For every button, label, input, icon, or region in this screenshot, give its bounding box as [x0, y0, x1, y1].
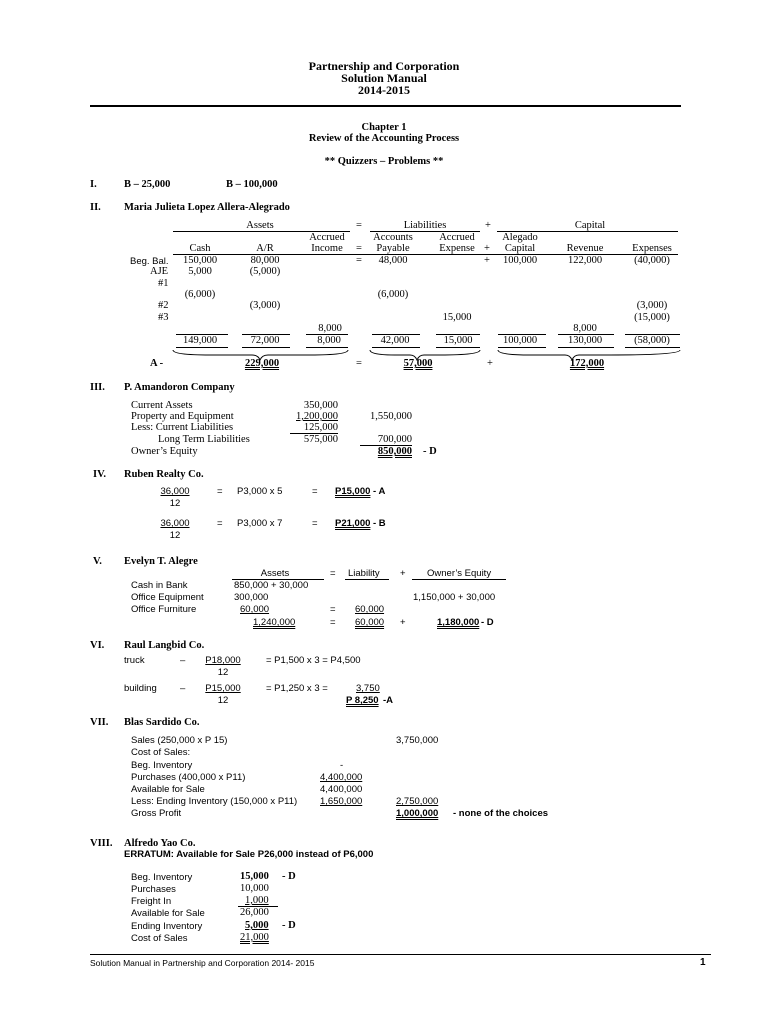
cell-expenses: (15,000): [634, 312, 670, 323]
cell-ar: 80,000: [250, 255, 280, 266]
col-liability: Liability: [348, 568, 380, 579]
line-label: Long Term Liabilities: [158, 434, 250, 445]
equals-sign: =: [330, 617, 336, 628]
line-label: Current Assets: [131, 400, 193, 411]
col-plus: +: [484, 243, 490, 254]
row-label-aje: AJE: [150, 266, 169, 277]
line-label: Gross Profit: [131, 808, 182, 819]
cell-plus: +: [484, 255, 490, 266]
cell-accrued-expense: 15,000: [442, 312, 472, 323]
cell-ap: (6,000): [377, 289, 409, 300]
owners-equity-total: 850,000: [377, 446, 412, 457]
answer-a: B – 25,000: [124, 179, 171, 190]
doc-title-line1: Partnership and Corporation: [308, 59, 460, 73]
calc-result: P15,000: [335, 486, 371, 497]
line-value: 1,200,000: [296, 411, 338, 422]
fraction-numerator: 36,000: [160, 486, 190, 497]
final-capital: 172,000: [569, 358, 605, 369]
cell-cash: (6,000): [184, 289, 216, 300]
calc-result: P21,000: [335, 518, 371, 529]
problem-name: Blas Sardido Co.: [124, 717, 200, 728]
total-accrued-income: 8,000: [317, 335, 341, 346]
eq-plus: +: [485, 220, 491, 231]
equals-sign: =: [312, 518, 318, 529]
fraction-denominator: 12: [217, 695, 229, 706]
fraction-numerator: 36,000: [160, 518, 190, 529]
col-ar: A/R: [256, 243, 274, 254]
dash: –: [180, 683, 186, 694]
row-label-1: #1: [158, 278, 169, 289]
line-value: 26,000: [240, 907, 269, 918]
cell-expenses: (3,000): [636, 300, 668, 311]
line-label: building: [124, 683, 157, 694]
header-rule: [90, 105, 681, 107]
answer-letter: - D: [481, 617, 494, 628]
line-value: 4,400,000: [320, 784, 363, 795]
total-double-rule: [625, 347, 680, 348]
equals-sign: =: [330, 604, 336, 615]
fraction-denominator: 12: [169, 498, 181, 509]
section-number: III.: [90, 382, 105, 393]
fraction-numerator: P15,000: [205, 683, 241, 694]
total-double-rule: [306, 347, 348, 348]
owners-equity-value: 1,150,000 + 30,000: [413, 592, 496, 603]
final-answer-label: A -: [150, 358, 164, 369]
fraction-numerator: P18,000: [205, 655, 241, 666]
line-subtotal: 3,750,000: [396, 735, 439, 746]
line-label: Purchases (400,000 x P11): [131, 772, 246, 783]
line-value: 15,000: [240, 871, 269, 882]
col-assets: Assets: [260, 568, 290, 579]
total-result: P 8,250: [346, 695, 379, 706]
final-plus: +: [487, 358, 493, 369]
total-cash: 149,000: [182, 335, 218, 346]
fraction-denominator: 12: [217, 667, 229, 678]
line-subtotal: 2,750,000: [396, 796, 439, 807]
row-label-beg-bal: Beg. Bal.: [130, 256, 169, 267]
line-label: Available for Sale: [131, 784, 205, 795]
line-subtotal: 700,000: [377, 434, 412, 445]
fraction-denominator: 12: [169, 530, 181, 541]
total-ar: 72,000: [250, 335, 280, 346]
total-owners-equity: 1,180,000: [437, 617, 480, 628]
total-accrued-expense: 15,000: [443, 335, 473, 346]
line-value: 575,000: [303, 434, 338, 445]
footer-rule: [90, 954, 711, 955]
line-label: truck: [124, 655, 145, 666]
section-number: IV.: [93, 469, 106, 480]
problem-name: Alfredo Yao Co.: [124, 838, 196, 849]
total-ap: 42,000: [380, 335, 410, 346]
col-owners-equity: Owner’s Equity: [427, 568, 492, 579]
plus-sign: +: [400, 617, 406, 628]
section-number: VI.: [90, 640, 105, 651]
total-assets: 1,240,000: [253, 617, 296, 628]
erratum-note: ERRATUM: Available for Sale P26,000 instead of P6,000: [124, 849, 374, 860]
line-value: 60,000: [240, 604, 270, 615]
col-accounts-payable-2: Payable: [376, 243, 410, 254]
section-number: I.: [90, 179, 97, 190]
equals-sign: =: [312, 486, 318, 497]
gross-profit-total: 1,000,000: [396, 808, 439, 819]
eq-assets: Assets: [246, 220, 274, 231]
cell-expenses: (40,000): [634, 255, 670, 266]
line-label: Purchases: [131, 884, 176, 895]
col-header-rule: [173, 254, 678, 255]
calc-result: 3,750: [356, 683, 380, 694]
line-label: Property and Equipment: [131, 411, 234, 422]
problem-name: Raul Langbid Co.: [124, 640, 205, 651]
line-value: 125,000: [303, 422, 338, 433]
col-equals: =: [356, 243, 362, 254]
line-subtotal: 1,550,000: [370, 411, 412, 422]
line-label: Freight In: [131, 896, 172, 907]
final-liabilities: 57,000: [403, 358, 433, 369]
line-label: Available for Sale: [131, 908, 205, 919]
total-double-rule: [372, 347, 420, 348]
cell-ar: (5,000): [249, 266, 281, 277]
cell-accrued-income: 8,000: [318, 323, 342, 334]
line-value: 850,000 + 30,000: [234, 580, 309, 591]
quizzers-heading: ** Quizzers – Problems **: [324, 156, 444, 167]
col-alegado-capital-2: Capital: [504, 243, 536, 254]
footer-text: Solution Manual in Partnership and Corporation 2014- 2015: [90, 958, 315, 968]
plus-sign: +: [400, 568, 406, 579]
line-value: 10,000: [240, 883, 269, 894]
section-number: V.: [93, 556, 102, 567]
line-label: Beg. Inventory: [131, 760, 193, 771]
calc-mid: P3,000 x 5: [237, 486, 283, 497]
col-expenses: Expenses: [632, 243, 672, 254]
total-double-rule: [176, 347, 228, 348]
problem-name: Maria Julieta Lopez Allera-Alegrado: [124, 202, 290, 213]
col-accounts-payable-1: Accounts: [373, 232, 413, 243]
cell-equals: =: [356, 255, 362, 266]
cell-capital: 100,000: [502, 255, 538, 266]
answer-letter: - D: [282, 920, 296, 931]
doc-title-line3: 2014-2015: [358, 83, 410, 97]
equals-sign: =: [330, 568, 336, 579]
cell-cash: 5,000: [188, 266, 212, 277]
line-label: Cost of Sales: [131, 933, 188, 944]
equals-sign: =: [217, 486, 223, 497]
line-value: 1,650,000: [320, 796, 363, 807]
dash: –: [180, 655, 186, 666]
total-expenses: (58,000): [634, 335, 670, 346]
line-value: 350,000: [303, 400, 338, 411]
problem-name: Ruben Realty Co.: [124, 469, 204, 480]
col-accrued-income-1: Accrued: [309, 232, 345, 243]
cell-ar: (3,000): [249, 300, 281, 311]
total-double-rule: [558, 347, 614, 348]
total-double-rule: [498, 347, 546, 348]
line-label: Less: Current Liabilities: [131, 422, 234, 433]
line-label: Office Furniture: [131, 604, 197, 615]
answer-b: B – 100,000: [226, 179, 278, 190]
col-accrued-income-2: Income: [311, 243, 343, 254]
total-revenue: 130,000: [567, 335, 603, 346]
col-alegado-capital-1: Alegado: [502, 232, 538, 243]
header-underline: [412, 579, 506, 580]
cell-ap: 48,000: [378, 255, 408, 266]
answer-letter: -A: [383, 695, 394, 706]
calc-mid: P3,000 x 7: [237, 518, 283, 529]
total-double-rule: [242, 347, 290, 348]
line-value: 4,400,000: [320, 772, 363, 783]
answer-letter: - D: [423, 446, 437, 457]
eq-equals: =: [356, 220, 362, 231]
line-label: Less: Ending Inventory (150,000 x P11): [131, 796, 298, 807]
answer-note: - none of the choices: [453, 808, 549, 819]
header-underline: [345, 579, 389, 580]
col-accrued-expense-1: Accrued: [439, 232, 475, 243]
line-label: Beg. Inventory: [131, 872, 193, 883]
line-value: -: [340, 760, 344, 771]
section-number: II.: [90, 202, 101, 213]
answer-letter: - A: [373, 486, 386, 497]
line-value: 1,000: [245, 895, 269, 906]
line-label: Office Equipment: [131, 592, 204, 603]
line-label: Owner’s Equity: [131, 446, 198, 457]
cell-revenue: 122,000: [567, 255, 603, 266]
eq-liabilities: Liabilities: [403, 220, 447, 231]
calculation: = P1,500 x 3 = P4,500: [266, 655, 361, 666]
answer-letter: - B: [373, 518, 386, 529]
problem-name: Evelyn T. Alegre: [124, 556, 198, 567]
equals-sign: =: [217, 518, 223, 529]
liability-value: 60,000: [355, 604, 385, 615]
eq-capital: Capital: [574, 220, 606, 231]
final-assets: 229,000: [244, 358, 280, 369]
line-value: 5,000: [245, 920, 269, 931]
chapter-label: Chapter 1: [361, 122, 407, 133]
section-number: VIII.: [90, 838, 113, 849]
cell-cash: 150,000: [182, 255, 218, 266]
section-number: VII.: [90, 717, 109, 728]
col-accrued-expense-2: Expense: [439, 243, 475, 254]
total-liability: 60,000: [355, 617, 385, 628]
problem-name: P. Amandoron Company: [124, 382, 235, 393]
row-label-3: #3: [158, 312, 169, 323]
answer-letter: - D: [282, 871, 296, 882]
row-label-2: #2: [158, 300, 169, 311]
line-label: Cash in Bank: [131, 580, 188, 591]
cell-revenue: 8,000: [573, 323, 597, 334]
total-capital: 100,000: [502, 335, 538, 346]
total-double-rule: [436, 347, 480, 348]
line-value: 21,000: [240, 932, 269, 943]
chapter-title: Review of the Accounting Process: [308, 133, 460, 144]
page-number: 1: [700, 957, 706, 968]
line-label: Ending Inventory: [131, 921, 203, 932]
line-label: Sales (250,000 x P 15): [131, 735, 228, 746]
final-equals: =: [356, 358, 362, 369]
line-label: Cost of Sales:: [131, 747, 191, 758]
doc-title-line2: Solution Manual: [341, 71, 427, 85]
calculation: = P1,250 x 3 =: [266, 683, 328, 694]
col-revenue: Revenue: [566, 243, 604, 254]
col-cash: Cash: [189, 243, 211, 254]
line-value: 300,000: [234, 592, 269, 603]
